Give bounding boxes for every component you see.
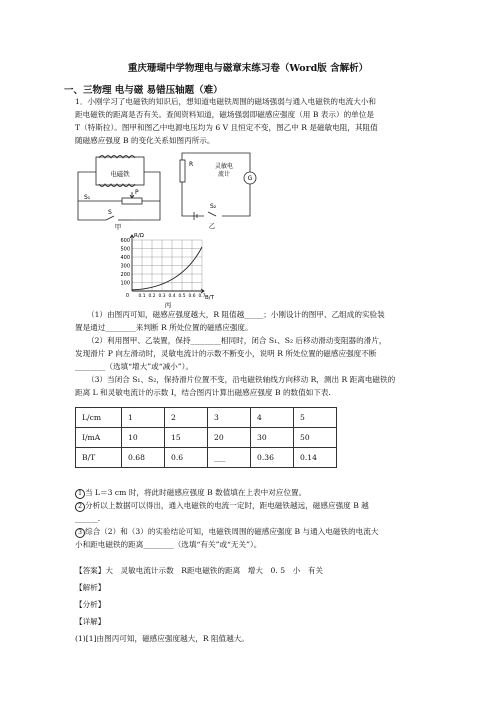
table-cell: B/T (76, 448, 122, 468)
table-cell: 3 (208, 408, 251, 428)
part-2-line: 发现滑片 P 向左滑动时，灵敏电流计的示数不断变小，说明 R 所处位置的磁感应强度不断 (75, 349, 377, 358)
part-3-line: 距离 L 和灵敏电流计的示数 I，结合图丙计算出磁感应强度 B 的数值如下表. (75, 388, 331, 397)
part-1-line: 置是通过________来判断 R 所处位置的磁感应强度。 (75, 323, 253, 332)
figure-bing-graph (112, 231, 222, 309)
analysis-heading: 【解析】 (75, 583, 106, 592)
x-tick-label: 0.1 (138, 294, 146, 299)
wire (182, 182, 204, 216)
explanation-line: (1)[1]由图丙可知，磁感应强度越大，R 阻值越大。 (75, 634, 249, 643)
magnetoresistor-r (180, 160, 185, 182)
sub-question-1 (75, 486, 431, 499)
wire (132, 172, 160, 220)
switch-s-label: S (108, 209, 112, 216)
switch-s2 (208, 212, 216, 216)
y-tick-label: 400 (120, 254, 130, 261)
y-tick-label: 300 (120, 263, 130, 270)
figure-caption-bing: 丙 (164, 301, 172, 309)
galvanometer-label: G (247, 175, 253, 182)
circled-number: 1 (75, 489, 85, 499)
part-3 (75, 373, 431, 399)
sub-question-2 (75, 499, 431, 525)
grid (132, 240, 202, 291)
fenxi-heading: 【分析】 (75, 600, 106, 609)
meter-label: 灵敏电 (214, 163, 234, 170)
data-table (75, 407, 337, 468)
table-row (76, 448, 337, 468)
table-cell: 5 (294, 408, 337, 428)
x-tick-label: 0.6 (188, 294, 196, 299)
figure-caption-jia: 甲 (114, 223, 122, 230)
x-tick-label: 0.2 (148, 294, 156, 299)
switch-s2-label: S₂ (210, 203, 217, 210)
intro-line: 1．小刚学习了电磁铁的知识后，想知道电磁铁周围的磁场强弱与通入电磁铁的电流大小和 (75, 97, 376, 106)
intro-line: T（特斯拉）。图甲和图乙中电源电压均为 6 V 且恒定不变，图乙中 R 是磁敏电阻，其阻值 (75, 123, 378, 132)
resistance-curve (132, 247, 202, 290)
resistor-r-label: R (189, 161, 194, 168)
table-cell: 0.14 (294, 448, 337, 468)
answer-line: 【答案】大 灵敏电流计示数 R距电磁铁的距离 增大 0. 5 小 有关 (75, 566, 324, 575)
table-cell: 0.36 (251, 448, 294, 468)
table-row (76, 428, 337, 448)
table-cell: 15 (165, 428, 208, 448)
table-cell: 4 (251, 408, 294, 428)
intro-line: 随磁感应强度 B 的变化关系如图丙所示。 (75, 136, 215, 145)
y-axis-label: R/Ω (134, 233, 144, 239)
x-tick-label: 0.7 (198, 294, 206, 299)
sub-question-text: 小和距电磁铁的距离________（选填“有关”或“无关”）。 (75, 540, 262, 549)
table-cell: 0.6 (165, 448, 208, 468)
table-cell: 0.68 (122, 448, 165, 468)
x-tick-label: 0.4 (168, 294, 176, 299)
answer-block (75, 564, 431, 645)
table-cell: 1 (122, 408, 165, 428)
x-tick-label: 0.3 (158, 294, 166, 299)
table-cell: 2 (165, 408, 208, 428)
rheostat (122, 198, 142, 204)
part-2-line: ________（选填“增大”或“减小”）。 (75, 362, 194, 371)
table-cell: 10 (122, 428, 165, 448)
x-axis-label: B/T (205, 295, 214, 301)
coil-label: 电磁铁 (110, 170, 130, 178)
figure-jia-circuit (70, 152, 170, 230)
circled-number: 3 (75, 528, 85, 538)
table-row (76, 408, 337, 428)
switch-s1 (106, 216, 114, 220)
y-tick-label: 500 (120, 246, 130, 253)
section-heading: 一、三物理 电与磁 易错压轴题（难） (64, 85, 223, 96)
sub-question-text: 分析以上数据可以得出，通入电磁铁的电流一定时，距电磁铁越远，磁感应强度 B 越 (85, 501, 369, 510)
x-tick-label: 0.5 (178, 294, 186, 299)
table-cell: I/mA (76, 428, 122, 448)
circled-number: 2 (75, 502, 85, 512)
y-tick-label: 100 (120, 280, 130, 287)
table-cell: ___ (208, 448, 251, 468)
figure-caption-yi: 乙 (208, 222, 216, 230)
wire (222, 184, 250, 216)
switch-s1-label: S₁ (84, 194, 91, 201)
slider-p-label: P (135, 189, 139, 196)
table-cell: L/cm (76, 408, 122, 428)
sub-question-3 (75, 525, 431, 551)
meter-label: 流计 (217, 171, 231, 178)
sub-question-text: 综合（2）和（3）的实验结论可知，电磁铁周围的磁感应强度 B 与通入电磁铁的电流大 (85, 527, 379, 536)
y-tick-label: 200 (120, 271, 130, 278)
wire (78, 172, 106, 220)
page-title: 重庆珊瑚中学物理电与磁章末练习卷（Word版 含解析） (127, 63, 369, 74)
sub-question-text: ______. (75, 514, 101, 523)
part-1-line: （1）由图丙可知，磁感应强度越大，R 阻值越_____；小刚设计的图甲、乙组成的实验装 (87, 310, 385, 319)
question-intro (75, 95, 431, 147)
y-tick-label: 600 (120, 237, 130, 244)
table-cell: 20 (208, 428, 251, 448)
table-cell: 30 (251, 428, 294, 448)
sub-question-text: 当 L＝3 cm 时，将此时磁感应强度 B 数值填在上表中对应位置。 (85, 488, 307, 497)
part-2 (75, 334, 431, 373)
table-cell: 50 (294, 428, 337, 448)
detail-heading: 【详解】 (75, 617, 106, 626)
figure-yi-circuit (172, 150, 268, 230)
origin-label: 0 (125, 293, 129, 299)
intro-line: 距电磁铁的距离是否有关。查阅资料知道，磁场强弱即磁感应强度（用 B 表示）的单位是 (75, 110, 374, 119)
part-2-line: （2）利用图甲、乙装置，保持________相同时，闭合 S₁、S₂ 后移动滑动变阻器的滑片， (87, 336, 387, 345)
part-1 (75, 308, 431, 334)
part-3-line: （3）当闭合 S₁、S₂，保持滑片位置不变，沿电磁铁轴线方向移动 R，测出 R 距离电磁铁的 (87, 375, 396, 384)
